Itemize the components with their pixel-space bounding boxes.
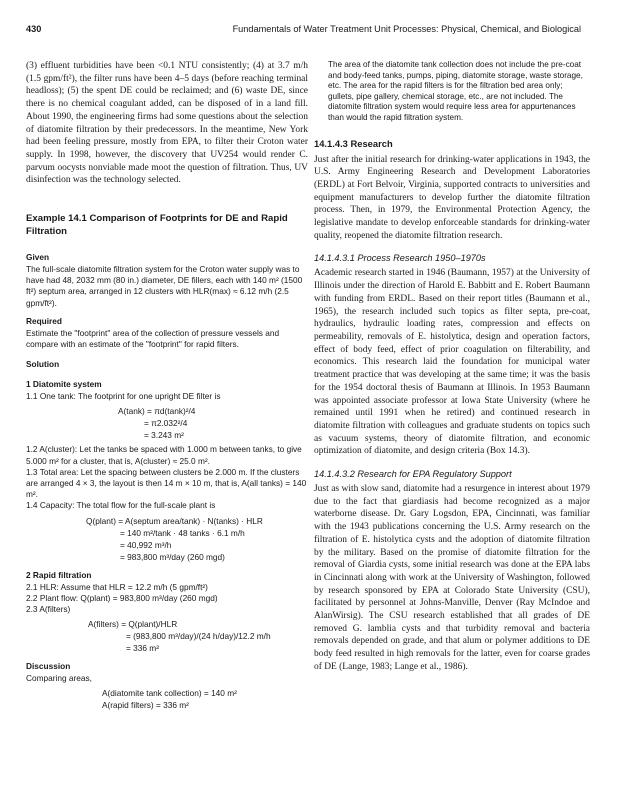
discussion-text: Comparing areas, [26,673,92,684]
equation-1b: = π2.032²/4 [144,418,188,429]
equation-4a: A(diatomite tank collection) = 140 m² [102,688,237,699]
required-heading: Required [26,315,62,326]
given-text: The full-scale diatomite filtration system for the Croton water supply was to have had 48, 2032 mm (80 in.) diameter, DE fillers, each with 140 m² (1500 ft²) septum area, arranged in 12 clusters with HLR(max) ≈ 6.12 m/h (2.5 gpm/ft²). [26,264,303,308]
solution-heading: Solution [26,359,60,370]
step2-1: 2.1 HLR: Assume that HLR = 12.2 m/h (5 gpm/ft²) [26,581,208,592]
equation-2d: = 983,800 m³/day (260 mgd) [120,551,225,562]
step2-heading: 2 Rapid filtration [26,569,92,580]
example-title: Example 14.1 Comparison of Footprints for DE and Rapid Filtration [26,213,288,237]
equation-2b: = 140 m²/tank · 48 tanks · 6.1 m/h [120,527,245,538]
equation-2a: Q(plant) = A(septum area/tank) · N(tanks) · HLR [86,515,263,526]
equation-1a: A(tank) = πd(tank)²/4 [118,406,196,417]
equation-3c: = 336 m² [126,643,159,654]
section-heading-research: 14.1.4.3 Research [314,137,393,149]
epa-research-paragraph: Just as with slow sand, diatomite had a resurgence in interest about 1979 due to the fact that giardiasis had become recognized as a major waterborne disease. Dr. Gary Logsdon, EPA, Cincinnati, was familiar with the 1943 publications concerning the U.S. Army research on the filtration of E. histolytica cysts and the adoption of diatomite filtration by the military. Based on the promise of diatomite filtration for the removal of Giardia cysts, some initial research was done at the EPA labs in Cincinnati along with work at the University of Washington, followed by research sponsored by EPA at Colorado State University (CSU), facilitated by personnel at Johns-Manville, Denver (Ray McIndoe and AlanWirsig). The CSU research established that all grades of DE removed G. lamblia cysts and that turbidity removal and bacteria removals depended on grade, and that alum or polymer additions to DE body feed resulted in high removals for the latter, even for coarse grades of DE (Lange, 1983; Lange et al., 1986). [314,484,590,672]
equation-3a: A(filters) = Q(plant)/HLR [88,619,178,630]
example-note: The area of the diatomite tank collection does not include the pre-coat and body-feed tanks, pumps, piping, diatomite storage, waste storage, etc. The area for the rapid filters is for the filtration bed area only; gullets, pipe gallery, chemical storage, etc., are not included. The diatomite filtration system would require less area for appurtenances than would the rapid filtration system. [328,60,583,122]
research-paragraph: Just after the initial research for drinking-water applications in 1943, the U.S. Army Engineering Research and Development Laboratories (ERDL) at Fort Belvoir, Virginia, supported contracts to universities and equipment manufacturers to develop further the diatomite filtration process. Then, in 1979, the Environmental Protection Agency, the legislative mandate to develop enforceable standards for drinking-water quality, reopened the diatomite filtration research. [314,154,590,241]
step2-2: 2.2 Plant flow: Q(plant) = 983,800 m³/day (260 mgd) [26,592,218,603]
step1-heading: 1 Diatomite system [26,379,102,390]
subsection-heading-process-research: 14.1.4.3.1 Process Research 1950–1970s [314,253,486,264]
given-heading: Given [26,252,50,263]
process-research-paragraph: Academic research started in 1946 (Baumann, 1957) at the University of Illinois under the direction of Harold E. Babbitt and E. Robert Baumann with funding from ERDL. Based on their report titles (Baumann et al., 1965), the research included such topics as filter septa, pre-coat, hydraulics, hydraulic loading rates, compression and effects on permeability, removals of E. histolytica, design and operation factors, effect of body feed, effect of prior coagulation on filterability, and economics. This research laid the foundation for municipal water treatment practice that was developing at the same time; it was the basis for the 1954 doctoral thesis of Baumann at Illinois. In 1953 Baumann was appointed associate professor at Iowa State University (where he remained until 1991 when he retired) and continued research in diatomite filtration with colleagues and graduate students on topics such as vacuum systems, theory of diatomite filtration, and economic optimization of diatomite, and design criteria (Box 14.3). [314,268,590,457]
equation-2c: = 40,992 m³/h [120,539,172,550]
discussion-heading: Discussion [26,661,71,672]
step2-3: 2.3 A(filters) [26,604,71,615]
step1-2: 1.2 A(cluster): Let the tanks be spaced with 1.000 m between tanks, to give 5.000 m² for a cluster, that is, A(cluster) ≈ 25.0 m². [26,444,302,466]
step1-3: 1.3 Total area: Let the spacing between clusters be 2.000 m. If the clusters are arranged 4 × 3, the layout is then 14 m × 10 m, that is, A(all tanks) = 140 m². [26,466,307,500]
book-title: Fundamentals of Water Treatment Unit Processes: Physical, Chemical, and Biological [232,24,581,34]
step1-4: 1.4 Capacity: The total flow for the full-scale plant is [26,500,216,511]
equation-1c: = 3.243 m² [144,430,184,441]
page-number: 430 [26,24,42,34]
required-text: Estimate the "footprint" area of the collection of pressure vessels and compare with an estimate of the "footprint" for rapid filters. [26,327,280,350]
running-header [26,24,581,40]
right-column [314,60,590,674]
left-column [26,60,308,711]
subsection-heading-epa-research: 14.1.4.3.2 Research for EPA Regulatory Support [314,469,512,480]
equation-4b: A(rapid filters) = 336 m² [102,700,189,711]
step1-1: 1.1 One tank: The footprint for one upright DE filter is [26,391,221,402]
intro-paragraph: (3) effluent turbidities have been <0.1 NTU consistently; (4) at 3.7 m/h (1.5 gpm/ft²), the filter runs have been 4–5 days (before reaching terminal headloss); (5) the spent DE could be reclaimed; and (6) waste DE, since there is no chemical coagulant added, can be disposed of in a land fill. About 1990, the engineering firms had some questions about the selection of diatomite filtration by their predecessors. In the meantime, New York had been feeling pressure, mostly from EPA, to filter their Croton water supply. In 1998, however, the discovery that UV254 would render C. parvum oocysts nonviable made moot the question of filtration. Thus, UV disinfection was the technology selected. [26,61,308,186]
equation-3b: = (983,800 m³/day)/(24 h/day)/12.2 m/h [126,631,271,642]
